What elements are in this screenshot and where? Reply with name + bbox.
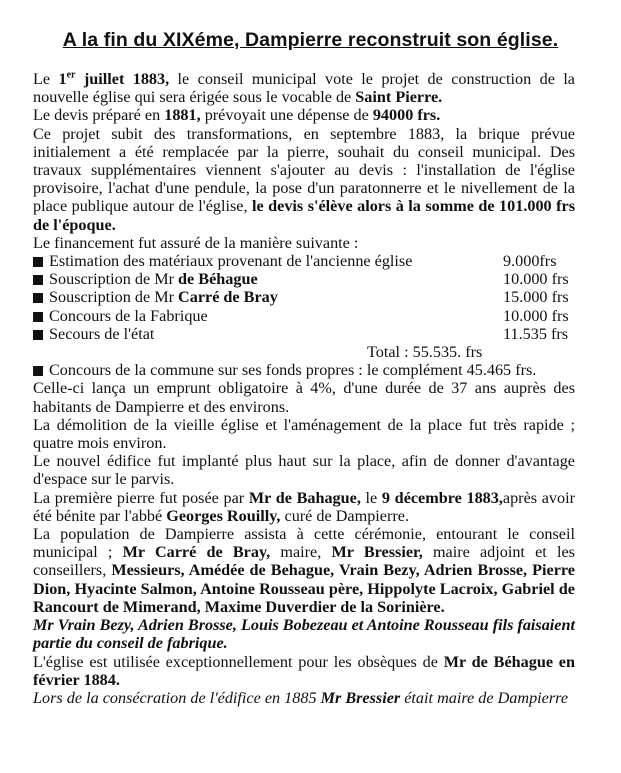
square-bullet-icon <box>33 275 43 285</box>
text: Ce projet subit des transformations, en septembre 1883, la brique prévue initialement a été remplacée par la pierre, souhait du conseil municipal. Des travaux supplémentaires viennent s'ajouter au devis : l'installation de l'église provisoire, l'achat d'une pendule, la pose d'un paratonnerre et le nivellement de la place publique autour de l'église, <box>33 124 575 216</box>
paragraph-consecration <box>33 689 575 707</box>
text: Souscription de Mr <box>49 288 179 307</box>
financing-label <box>33 325 503 343</box>
financing-amount: 15.000 frs <box>503 288 569 307</box>
financing-row <box>33 288 575 306</box>
text: Le <box>33 70 59 88</box>
financing-amount: 11.535 frs <box>503 324 569 343</box>
financing-label <box>33 252 503 270</box>
text: curé de Dampierre. <box>280 506 409 525</box>
text: L'église est utilisée exceptionnellement pour les obsèques de <box>33 652 444 671</box>
fabrique-bold-italic: Mr Vrain Bezy, Adrien Brosse, Louis Bobezeau et Antoine Rousseau fils faisaient partie du conseil de fabrique. <box>33 616 575 653</box>
financing-label <box>33 270 503 288</box>
name-bold: Mr Bressier, <box>331 543 423 562</box>
text: Concours de la commune sur ses fonds propres : le complément 45.465 frs. <box>49 361 537 380</box>
paragraph-devis <box>33 106 575 124</box>
paragraph-edifice: Le nouvel édifice fut implanté plus haut sur la place, afin de donner d'avantage d'espace sur le parvis. <box>33 452 575 489</box>
text: après avoir été bénite par l'abbé <box>33 488 575 525</box>
paragraph-fabrique <box>33 616 575 652</box>
document-body <box>33 70 575 707</box>
text: Estimation des matériaux provenant de l'ancienne église <box>49 252 413 271</box>
page-title: A la fin du XIXéme, Dampierre reconstruit son église. <box>62 29 559 51</box>
square-bullet-icon <box>33 366 43 376</box>
text: maire, <box>270 543 332 562</box>
financing-amount: 10.000 frs <box>503 270 569 289</box>
name-bold: Mr de Bahague, <box>248 488 361 507</box>
square-bullet-icon <box>33 330 43 340</box>
financing-label <box>33 307 503 325</box>
name-bold: Mr Carré de Bray, <box>122 543 271 562</box>
name-bold: Mr de Béhague en février 1884. <box>33 652 575 689</box>
year-bold: 1881, <box>164 106 201 125</box>
financing-amount: 10.000 frs <box>503 306 569 325</box>
text: prévoyait une dépense de <box>200 106 373 125</box>
text: Lors de la consécration de l'édifice en 1885 <box>33 688 321 707</box>
superscript: er <box>66 69 76 81</box>
amount-bold: 94000 frs. <box>372 106 441 125</box>
financing-intro: Le financement fut assuré de la manière suivante : <box>33 233 359 252</box>
date-bold: 9 décembre 1883, <box>381 488 503 507</box>
financing-label <box>33 288 503 306</box>
financing-row <box>33 270 575 288</box>
text: Secours de l'état <box>49 324 155 343</box>
paragraph-emprunt: Celle-ci lança un emprunt obligatoire à 4%, d'une durée de 37 ans auprès des habitants de Dampierre et des environs. <box>33 379 575 416</box>
financing-list <box>33 252 575 361</box>
text: était maire de Dampierre <box>400 688 569 707</box>
date-bold: juillet 1883, <box>75 70 170 88</box>
financing-row <box>33 252 575 270</box>
text: La première pierre fut posée par <box>33 488 249 507</box>
financing-total: Total : 55.535. frs <box>367 343 483 362</box>
names-bold: Messieurs, Amédée de Behague, Vrain Bezy, Adrien Brosse, Pierre Dion, Hyacinte Salmon, Antoine Rousseau père, Hippolyte Lacroix, Gabriel de Rancourt de Mimerand, Maxime Duverdier de la Sorinière. <box>33 561 575 616</box>
date-bold: 1 <box>58 70 67 88</box>
paragraph-population <box>33 525 575 616</box>
paragraph-first-stone <box>33 489 575 525</box>
financing-row <box>33 307 575 325</box>
paragraph-commune <box>33 361 575 379</box>
square-bullet-icon <box>33 312 43 322</box>
paragraph-vote <box>33 70 575 106</box>
text: Le devis préparé en <box>33 106 165 125</box>
name-bold: Carré de Bray <box>178 288 278 307</box>
saint-pierre: Saint Pierre. <box>355 88 443 107</box>
financing-amount: 9.000frs <box>503 252 557 271</box>
devis-bold: le devis s'élève alors à la somme de 101.000 frs de l'époque. <box>33 197 575 234</box>
text: maire adjoint et les conseillers, <box>33 543 575 580</box>
name-bold: Georges Rouilly, <box>166 506 281 525</box>
paragraph-obseques <box>33 653 575 689</box>
text: le <box>360 488 382 507</box>
square-bullet-icon <box>33 293 43 303</box>
name-bold: Mr Bressier <box>320 688 401 707</box>
financing-row <box>33 325 575 343</box>
paragraph-demolition: La démolition de la vieille église et l'aménagement de la place fut très rapide ; quatre mois environ. <box>33 415 575 453</box>
name-bold: de Béhague <box>178 270 258 289</box>
square-bullet-icon <box>33 257 43 267</box>
text: Concours de la Fabrique <box>49 306 208 325</box>
paragraph-transformations <box>33 125 575 234</box>
text: le conseil municipal vote le projet de construction de la nouvelle église qui sera érigée sous le vocable de <box>33 70 575 107</box>
text: Souscription de Mr <box>49 270 179 289</box>
text: La population de Dampierre assista à cette cérémonie, entourant le conseil municipal ; <box>33 525 575 562</box>
